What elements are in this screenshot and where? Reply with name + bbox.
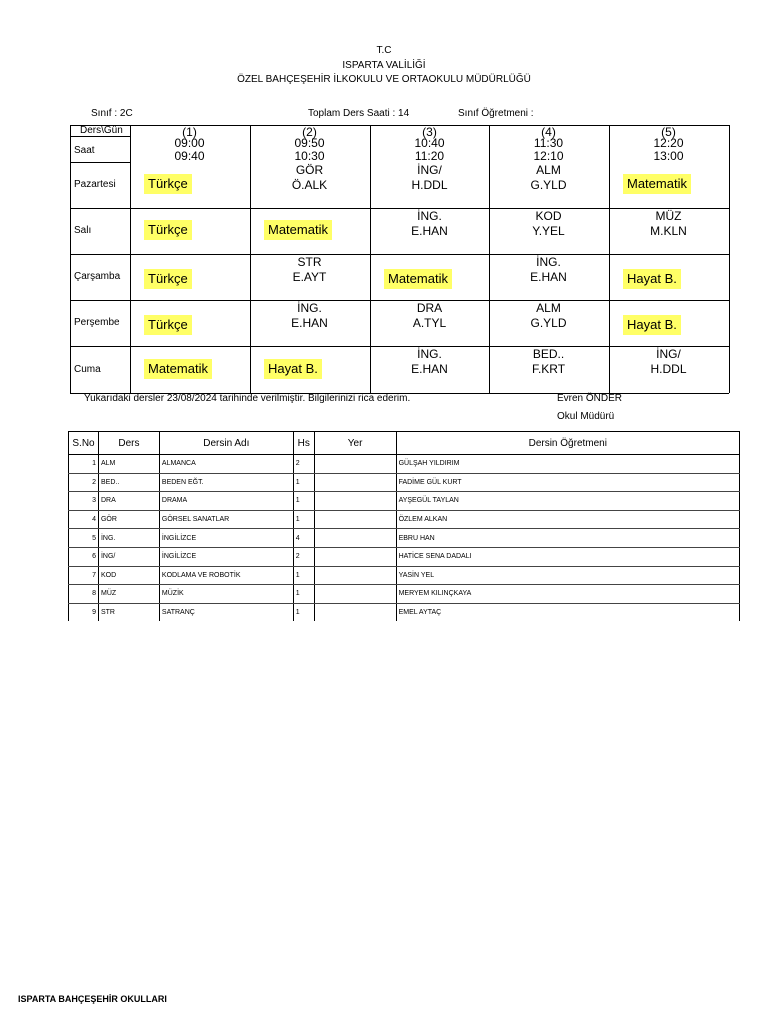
table-cell: HATİCE SENA DADALI <box>396 547 739 566</box>
table-cell: YASİN YEL <box>396 566 739 585</box>
lessons-header-cell: Yer <box>314 432 396 455</box>
period-times <box>130 137 249 163</box>
time-label: Saat <box>74 145 95 156</box>
lesson-cell <box>370 163 489 193</box>
table-cell: EBRU HAN <box>396 529 739 548</box>
grid-vline <box>70 125 71 393</box>
table-row <box>69 529 740 548</box>
table-cell: İNGİLİZCE <box>159 547 293 566</box>
lesson-code: KOD <box>535 209 562 223</box>
header-line-2: ISPARTA VALİLİĞİ <box>342 60 426 71</box>
period-times <box>370 137 489 163</box>
table-cell: GÖR <box>98 510 159 529</box>
lesson-teacher: G.YLD <box>530 178 567 192</box>
table-cell: DRAMA <box>159 492 293 511</box>
period-end: 10:30 <box>294 149 325 163</box>
period-times <box>609 137 728 163</box>
period-end: 12:10 <box>533 149 564 163</box>
period-end: 11:20 <box>414 149 445 163</box>
lesson-code: STR <box>297 255 322 269</box>
lesson-teacher: H.DDL <box>650 362 687 376</box>
period-start: 09:50 <box>294 136 325 150</box>
lesson-teacher: H.DDL <box>411 178 448 192</box>
period-end: 09:40 <box>174 149 205 163</box>
subject-highlight: Matematik <box>384 269 452 289</box>
day-label: Cuma <box>74 363 101 375</box>
table-cell: BEDEN EĞT. <box>159 473 293 492</box>
lesson-code: İNG/ <box>417 163 442 177</box>
table-row <box>69 510 740 529</box>
lessons-header-cell: Hs <box>293 432 314 455</box>
table-cell: İNG. <box>98 529 159 548</box>
table-cell <box>314 585 396 604</box>
table-cell: 7 <box>69 566 99 585</box>
table-cell <box>314 473 396 492</box>
table-cell: ÖZLEM ALKAN <box>396 510 739 529</box>
lesson-cell <box>489 209 608 239</box>
period-number: (4) <box>541 125 556 139</box>
table-cell: FADİME GÜL KURT <box>396 473 739 492</box>
table-cell: 2 <box>293 547 314 566</box>
day-label: Çarşamba <box>74 271 121 282</box>
subject-highlight: Matematik <box>144 359 212 379</box>
table-cell: 2 <box>69 473 99 492</box>
lesson-teacher: M.KLN <box>650 224 687 238</box>
header-line-3: ÖZEL BAHÇEŞEHİR İLKOKULU VE ORTAOKULU MÜDÜRLÜĞÜ <box>237 74 531 85</box>
lessons-header-cell: Ders <box>98 432 159 455</box>
table-cell: İNG/ <box>98 547 159 566</box>
lesson-cell <box>609 347 728 377</box>
total-hours-info: Toplam Ders Saati : 14 <box>308 108 410 119</box>
lesson-cell <box>609 209 728 239</box>
table-cell: 1 <box>293 585 314 604</box>
table-cell: 1 <box>293 492 314 511</box>
table-cell: SATRANÇ <box>159 603 293 621</box>
lesson-cell <box>370 209 489 239</box>
subject-highlight: Hayat B. <box>264 359 322 379</box>
day-label: Salı <box>74 225 92 236</box>
table-cell: İNGİLİZCE <box>159 529 293 548</box>
lessons-table <box>68 431 740 621</box>
table-cell: 1 <box>293 510 314 529</box>
lesson-code: ALM <box>536 301 561 315</box>
table-cell: STR <box>98 603 159 621</box>
subject-highlight: Türkçe <box>144 315 192 335</box>
lesson-cell <box>489 301 608 331</box>
lesson-cell <box>370 347 489 377</box>
table-cell: GÖRSEL SANATLAR <box>159 510 293 529</box>
subject-highlight: Hayat B. <box>623 315 681 335</box>
period-number: (3) <box>422 125 437 139</box>
subject-highlight: Matematik <box>264 220 332 240</box>
table-row <box>69 492 740 511</box>
subject-highlight: Türkçe <box>144 174 192 194</box>
grid-hline <box>70 136 130 137</box>
period-start: 11:30 <box>533 136 564 150</box>
signer-title: Okul Müdürü <box>557 411 615 422</box>
subject-highlight: Türkçe <box>144 220 192 240</box>
lesson-code: GÖR <box>295 163 324 177</box>
table-cell: GÜLŞAH YILDIRIM <box>396 455 739 474</box>
lesson-cell <box>250 301 369 331</box>
lesson-code: İNG. <box>417 209 442 223</box>
lesson-teacher: F.KRT <box>531 362 566 376</box>
table-cell: DRA <box>98 492 159 511</box>
table-cell <box>314 529 396 548</box>
table-cell <box>314 510 396 529</box>
table-cell: EMEL AYTAÇ <box>396 603 739 621</box>
table-cell: 1 <box>293 603 314 621</box>
table-cell: AYŞEGÜL TAYLAN <box>396 492 739 511</box>
class-info: Sınıf : 2C <box>91 108 133 119</box>
table-cell: 1 <box>293 566 314 585</box>
table-row <box>69 473 740 492</box>
period-start: 10:40 <box>414 136 445 150</box>
table-cell <box>314 455 396 474</box>
table-row <box>69 455 740 474</box>
lesson-cell <box>489 255 608 285</box>
lesson-cell <box>489 347 608 377</box>
grid-hline <box>70 254 729 255</box>
day-label: Pazartesi <box>74 179 116 190</box>
timetable-grid <box>70 125 730 395</box>
header-line-1: T.C <box>376 45 392 56</box>
lesson-cell <box>250 163 369 193</box>
class-teacher-info: Sınıf Öğretmeni : <box>458 108 534 119</box>
table-cell: 4 <box>293 529 314 548</box>
period-start: 09:00 <box>174 136 205 150</box>
grid-hline <box>70 162 130 163</box>
table-cell: ALM <box>98 455 159 474</box>
table-row <box>69 603 740 621</box>
lesson-code: ALM <box>536 163 561 177</box>
lesson-code: İNG. <box>297 301 322 315</box>
lesson-teacher: Ö.ALK <box>291 178 328 192</box>
period-number: (1) <box>182 125 197 139</box>
period-start: 12:20 <box>653 136 684 150</box>
table-cell: MERYEM KILINÇKAYA <box>396 585 739 604</box>
lesson-teacher: E.AYT <box>292 270 327 284</box>
table-cell: ALMANCA <box>159 455 293 474</box>
lesson-code: İNG/ <box>656 347 681 361</box>
lesson-teacher: E.HAN <box>291 316 328 330</box>
corner-label: Ders\Gün <box>80 125 123 136</box>
lesson-teacher: G.YLD <box>530 316 567 330</box>
table-cell: MÜZ <box>98 585 159 604</box>
lesson-teacher: A.TYL <box>412 316 447 330</box>
table-cell <box>314 566 396 585</box>
table-row <box>69 547 740 566</box>
subject-highlight: Türkçe <box>144 269 192 289</box>
table-cell: 5 <box>69 529 99 548</box>
table-row <box>69 566 740 585</box>
table-cell: 4 <box>69 510 99 529</box>
lessons-header-cell: Dersin Öğretmeni <box>396 432 739 455</box>
period-number: (5) <box>661 125 676 139</box>
lesson-code: BED.. <box>532 347 565 361</box>
lessons-header-cell: S.No <box>69 432 99 455</box>
table-cell: 8 <box>69 585 99 604</box>
lesson-teacher: Y.YEL <box>532 224 565 238</box>
table-cell: 1 <box>69 455 99 474</box>
table-cell: MÜZİK <box>159 585 293 604</box>
footer-text: ISPARTA BAHÇEŞEHİR OKULLARI <box>18 994 167 1004</box>
note-text: Yukarıdaki dersler 23/08/2024 tarihinde verilmiştir. Bilgilerinizi rica ederim. <box>84 393 411 404</box>
period-times <box>489 137 608 163</box>
day-label: Perşembe <box>74 317 120 328</box>
period-number: (2) <box>302 125 317 139</box>
table-cell: KOD <box>98 566 159 585</box>
grid-vline <box>130 125 131 393</box>
lesson-cell <box>250 255 369 285</box>
grid-vline <box>729 125 730 393</box>
lesson-cell <box>370 301 489 331</box>
subject-highlight: Matematik <box>623 174 691 194</box>
lesson-teacher: E.HAN <box>411 362 448 376</box>
table-cell <box>314 492 396 511</box>
table-cell: KODLAMA VE ROBOTİK <box>159 566 293 585</box>
table-cell: 2 <box>293 455 314 474</box>
table-row <box>69 585 740 604</box>
table-cell: BED.. <box>98 473 159 492</box>
subject-highlight: Hayat B. <box>623 269 681 289</box>
lesson-teacher: E.HAN <box>530 270 567 284</box>
lessons-header-cell: Dersin Adı <box>159 432 293 455</box>
table-cell: 6 <box>69 547 99 566</box>
lesson-code: İNG. <box>417 347 442 361</box>
lesson-code: DRA <box>416 301 443 315</box>
lesson-teacher: E.HAN <box>411 224 448 238</box>
period-end: 13:00 <box>653 149 684 163</box>
table-cell: 9 <box>69 603 99 621</box>
table-cell: 3 <box>69 492 99 511</box>
lesson-code: İNG. <box>536 255 561 269</box>
lesson-cell <box>489 163 608 193</box>
lesson-code: MÜZ <box>655 209 682 223</box>
table-cell <box>314 547 396 566</box>
signer-name: Evren ÖNDER <box>557 393 623 404</box>
table-cell <box>314 603 396 621</box>
period-times <box>250 137 369 163</box>
table-cell: 1 <box>293 473 314 492</box>
